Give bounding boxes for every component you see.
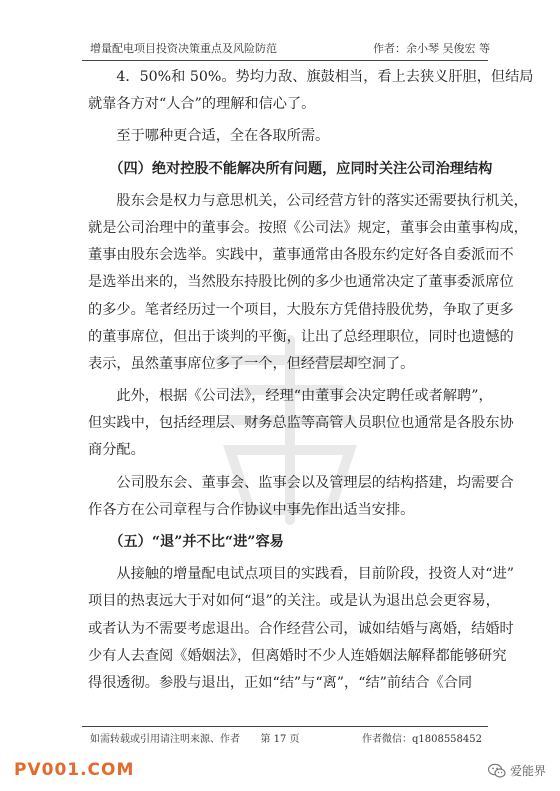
brand-name: 爱能界 <box>509 764 546 778</box>
paragraph <box>88 188 528 378</box>
footer-reprint-notice: 如需转载或引用请注明来源、作者 <box>90 734 240 745</box>
text-line: 公司股东会、董事会、监事会以及管理层的结构搭建，均需要合 <box>116 474 514 491</box>
running-header-title: 增量配电项目投资决策重点及风险防范 <box>90 42 277 55</box>
paragraph <box>88 470 514 524</box>
text-line: 是选举出来的，当然股东持股比例的多少也通常决定了董事委派席位 <box>88 274 514 291</box>
text-line: 就是公司治理中的董事会。按照《公司法》规定，董事会由董事构成， <box>88 219 528 236</box>
text-line: 此外，根据《公司法》，经理“由董事会决定聘任或者解聘”， <box>116 388 493 405</box>
text-line: 董事由股东会选举。实践中，董事通常由各股东约定好各自委派而不 <box>88 247 514 264</box>
body-text <box>88 64 534 697</box>
paragraph <box>88 561 514 697</box>
text-line: 的多少。笔者经历过一个项目，大股东方凭借持股优势，争取了更多 <box>88 301 514 318</box>
text-line: 从接触的增量配电试点项目的实践看，目前阶段，投资人对“进” <box>116 566 514 583</box>
text-line: 项目的热衷远大于对如何“退”的关注。或是认为退出总会更容易， <box>88 593 500 610</box>
text-line: 但实践中，包括经理层、财务总监等高管人员职位也通常是各股东协 <box>88 415 514 432</box>
section-heading <box>88 529 478 556</box>
section-heading <box>88 156 493 183</box>
text-line: 就靠各方对“人合”的理解和信心了。 <box>88 96 316 113</box>
footer-author-wechat: 作者微信：q1808558452 <box>361 734 482 745</box>
text-line: 或者认为不需要考虑退出。合作经营公司，诚如结婚与离婚，结婚时 <box>88 620 514 637</box>
paragraph <box>88 383 514 465</box>
text-line: 股东会是权力与意思机关，公司经营方针的落实还需要执行机关， <box>116 192 528 209</box>
wechat-icon <box>488 763 506 779</box>
text-line: 作各方在公司章程与合作协议中事先作出适当安排。 <box>88 501 415 518</box>
text-line: 4．50%和 50%。势均力敌、旗鼓相当，看上去狭义肝胆，但结局 <box>116 69 534 85</box>
paragraph <box>88 64 534 118</box>
brand-mark <box>488 762 546 779</box>
site-logo: PV001.COM <box>14 760 135 780</box>
text-line: 商分配。 <box>88 442 145 459</box>
page-number: 第 17 页 <box>260 734 300 745</box>
header-divider <box>82 60 488 61</box>
paragraph <box>88 123 478 150</box>
footer-divider <box>82 726 488 727</box>
text-line: 表示，虽然董事席位多了一个，但经营层却空洞了。 <box>88 355 415 372</box>
heading-line: （五）“退”并不比“进”容易 <box>109 534 284 550</box>
text-line: 得很透彻。参股与退出，正如“结”与“离”，“结”前结合《合同 <box>88 674 473 691</box>
text-line: 少有人去查阅《婚姻法》，但离婚时不少人连婚姻法解释都能够研究 <box>88 647 507 664</box>
running-header-authors: 作者：余小琴 吴俊宏 等 <box>373 42 490 55</box>
text-line: 至于哪种更合适，全在各取所需。 <box>116 128 330 145</box>
text-line: 的董事席位，但出于谈判的平衡，让出了总经理职位，同时也遗憾的 <box>88 328 514 345</box>
heading-line: （四）绝对控股不能解决所有问题，应同时关注公司治理结构 <box>109 160 493 177</box>
